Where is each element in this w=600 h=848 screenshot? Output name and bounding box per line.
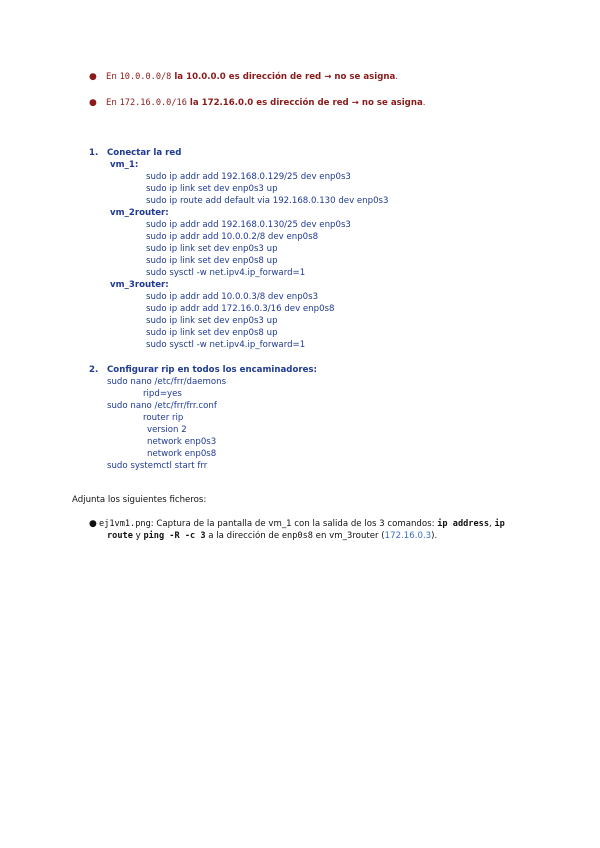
attach-desc: en vm_3router ( [312, 531, 385, 541]
config-line: router rip [143, 413, 184, 423]
config-line: version 2 [147, 425, 187, 435]
note-end: . [395, 72, 399, 82]
separator: y [132, 531, 144, 541]
command-code: route [107, 531, 133, 541]
command-line: sudo nano /etc/frr/daemons [107, 377, 227, 387]
note-cidr: 172.16.0.0/16 [119, 98, 187, 108]
attach-end: ). [431, 531, 438, 541]
command-line: sudo nano /etc/frr/frr.conf [107, 401, 217, 411]
command-line: sudo ip link set dev enp0s8 up [146, 256, 278, 266]
vm-heading: vm_3router: [110, 280, 169, 290]
interface-code: enp0s8 [281, 531, 313, 541]
config-line: network enp0s8 [147, 449, 217, 459]
attach-item-line1 [99, 518, 505, 530]
command-line: sudo ip addr add 192.168.0.130/25 dev enp0s3 [146, 220, 351, 230]
step-title: Configurar rip en todos los encaminadores: [107, 365, 317, 375]
command-code: ping -R -c 3 [143, 531, 206, 541]
command-code: ip address [437, 519, 489, 529]
note-bold: la 172.16.0.0 es dirección de red → no se asigna [186, 98, 423, 108]
command-line: sudo ip link set dev enp0s3 up [146, 316, 278, 326]
command-line: sudo sysctl -w net.ipv4.ip_forward=1 [146, 340, 306, 350]
note-text: En [106, 72, 120, 82]
step-number: 2. [89, 365, 99, 375]
command-line: sudo ip link set dev enp0s3 up [146, 244, 278, 254]
vm-heading: vm_1: [110, 160, 139, 170]
command-line: sudo ip addr add 10.0.0.2/8 dev enp0s8 [146, 232, 319, 242]
command-line: sudo ip route add default via 192.168.0.130 dev enp0s3 [146, 196, 389, 206]
command-line: sudo systemctl start frr [107, 461, 208, 471]
vm-heading: vm_2router: [110, 208, 169, 218]
command-code: ip [494, 519, 505, 529]
command-line: sudo ip addr add 10.0.0.3/8 dev enp0s3 [146, 292, 319, 302]
note-end: . [422, 98, 426, 108]
attach-item-line2 [107, 530, 437, 542]
command-line: sudo sysctl -w net.ipv4.ip_forward=1 [146, 268, 306, 278]
config-line: network enp0s3 [147, 437, 217, 447]
attach-desc: : Captura de la pantalla de vm_1 con la salida de los 3 comandos: [150, 519, 438, 529]
bullet-marker: ● [89, 72, 97, 82]
note-item [106, 71, 398, 83]
note-cidr: 10.0.0.0/8 [119, 72, 172, 82]
step-number: 1. [89, 148, 99, 158]
attach-intro: Adjunta los siguientes ficheros: [72, 495, 207, 505]
file-name: ej1vm1.png [99, 519, 151, 529]
step-title: Conectar la red [107, 148, 182, 158]
note-bold: la 10.0.0.0 es dirección de red → no se asigna [171, 72, 396, 82]
command-line: sudo ip addr add 192.168.0.129/25 dev enp0s3 [146, 172, 351, 182]
bullet-marker: ● [89, 519, 97, 529]
ip-link[interactable]: 172.16.0.3 [384, 531, 432, 541]
note-text: En [106, 98, 120, 108]
note-item [106, 97, 425, 109]
command-line: sudo ip link set dev enp0s8 up [146, 328, 278, 338]
bullet-marker: ● [89, 98, 97, 108]
attach-desc: a la dirección de [205, 531, 282, 541]
config-line: ripd=yes [143, 389, 182, 399]
command-line: sudo ip link set dev enp0s3 up [146, 184, 278, 194]
separator: , [489, 519, 495, 529]
command-line: sudo ip addr add 172.16.0.3/16 dev enp0s8 [146, 304, 335, 314]
